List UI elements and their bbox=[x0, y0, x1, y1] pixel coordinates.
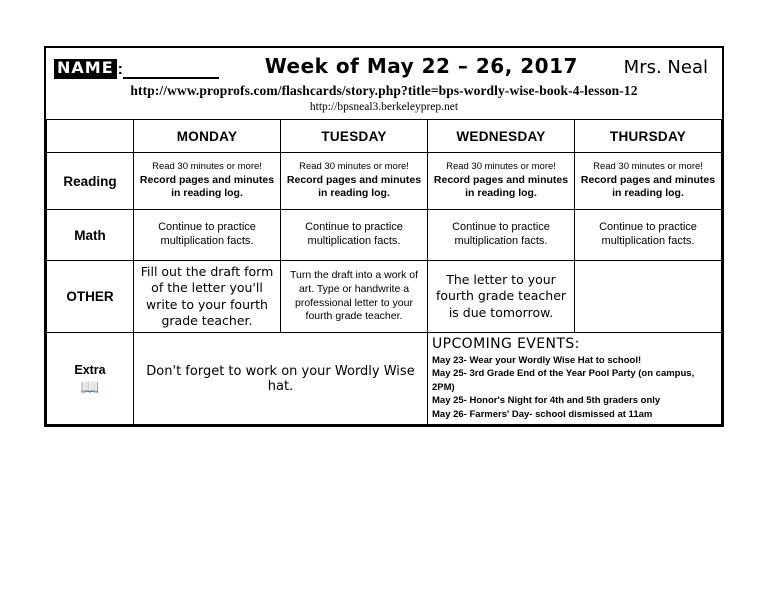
other-monday: Fill out the draft form of the letter you'll write to your fourth grade teacher. bbox=[134, 261, 281, 333]
math-monday: Continue to practice multiplication facts. bbox=[134, 210, 281, 261]
row-label-extra bbox=[47, 333, 134, 425]
reading-thursday-strong: Record pages and minutes in reading log. bbox=[580, 173, 716, 200]
day-header-wednesday: WEDNESDAY bbox=[428, 120, 575, 153]
other-tuesday: Turn the draft into a work of art. Type or handwrite a professional letter to your fourth grade teacher. bbox=[281, 261, 428, 333]
corner-cell bbox=[47, 120, 134, 153]
links-block bbox=[46, 81, 722, 119]
extra-note: Don't forget to work on your Wordly Wise hat. bbox=[134, 333, 428, 425]
math-tuesday: Continue to practice multiplication facts. bbox=[281, 210, 428, 261]
reading-wednesday-strong: Record pages and minutes in reading log. bbox=[433, 173, 569, 200]
name-colon: : bbox=[117, 61, 123, 78]
row-label-other: OTHER bbox=[47, 261, 134, 333]
other-wednesday: The letter to your fourth grade teacher is due tomorrow. bbox=[428, 261, 575, 333]
table-row-extra bbox=[47, 333, 722, 425]
extra-label-text: Extra bbox=[74, 362, 106, 377]
day-header-monday: MONDAY bbox=[134, 120, 281, 153]
weekly-schedule-table bbox=[46, 119, 722, 425]
name-label: NAME bbox=[54, 59, 117, 79]
list-item: May 23- Wear your Wordly Wise Hat to school! bbox=[432, 355, 642, 366]
name-field[interactable] bbox=[54, 59, 219, 79]
reading-wednesday-lead: Read 30 minutes or more! bbox=[446, 160, 556, 172]
reading-wednesday bbox=[428, 153, 575, 210]
reading-tuesday-strong: Record pages and minutes in reading log. bbox=[286, 173, 422, 200]
other-thursday bbox=[575, 261, 722, 333]
reading-monday-strong: Record pages and minutes in reading log. bbox=[139, 173, 275, 200]
open-book-icon: 📖 bbox=[80, 378, 100, 396]
reading-monday-lead: Read 30 minutes or more! bbox=[152, 160, 262, 172]
table-row-math bbox=[47, 210, 722, 261]
upcoming-events-list bbox=[432, 354, 717, 421]
upcoming-events bbox=[428, 333, 722, 425]
reading-tuesday-lead: Read 30 minutes or more! bbox=[299, 160, 409, 172]
math-wednesday: Continue to practice multiplication facts. bbox=[428, 210, 575, 261]
table-row-reading bbox=[47, 153, 722, 210]
reading-thursday bbox=[575, 153, 722, 210]
homework-sheet bbox=[44, 46, 724, 427]
list-item: May 25- 3rd Grade End of the Year Pool Party (on campus, 2PM) bbox=[432, 368, 695, 393]
upcoming-events-title: UPCOMING EVENTS: bbox=[432, 336, 580, 352]
teacher-name: Mrs. Neal bbox=[623, 57, 708, 78]
day-header-thursday: THURSDAY bbox=[575, 120, 722, 153]
day-header-tuesday: TUESDAY bbox=[281, 120, 428, 153]
flashcards-link[interactable]: http://www.proprofs.com/flashcards/story.php?title=bps-wordly-wise-book-4-lesson-12 bbox=[130, 83, 638, 98]
reading-tuesday bbox=[281, 153, 428, 210]
list-item: May 26- Farmers' Day- school dismissed at 11am bbox=[432, 408, 653, 420]
week-title: Week of May 22 – 26, 2017 bbox=[264, 54, 578, 78]
table-header-row bbox=[47, 120, 722, 153]
math-thursday: Continue to practice multiplication facts. bbox=[575, 210, 722, 261]
name-blank-line[interactable] bbox=[123, 62, 219, 79]
table-row-other bbox=[47, 261, 722, 333]
class-site-link[interactable]: http://bpsneal3.berkeleyprep.net bbox=[309, 101, 459, 113]
reading-thursday-lead: Read 30 minutes or more! bbox=[593, 160, 703, 172]
sheet-header bbox=[46, 48, 722, 81]
row-label-reading: Reading bbox=[47, 153, 134, 210]
list-item: May 25- Honor's Night for 4th and 5th graders only bbox=[432, 395, 661, 407]
reading-monday bbox=[134, 153, 281, 210]
row-label-math: Math bbox=[47, 210, 134, 261]
